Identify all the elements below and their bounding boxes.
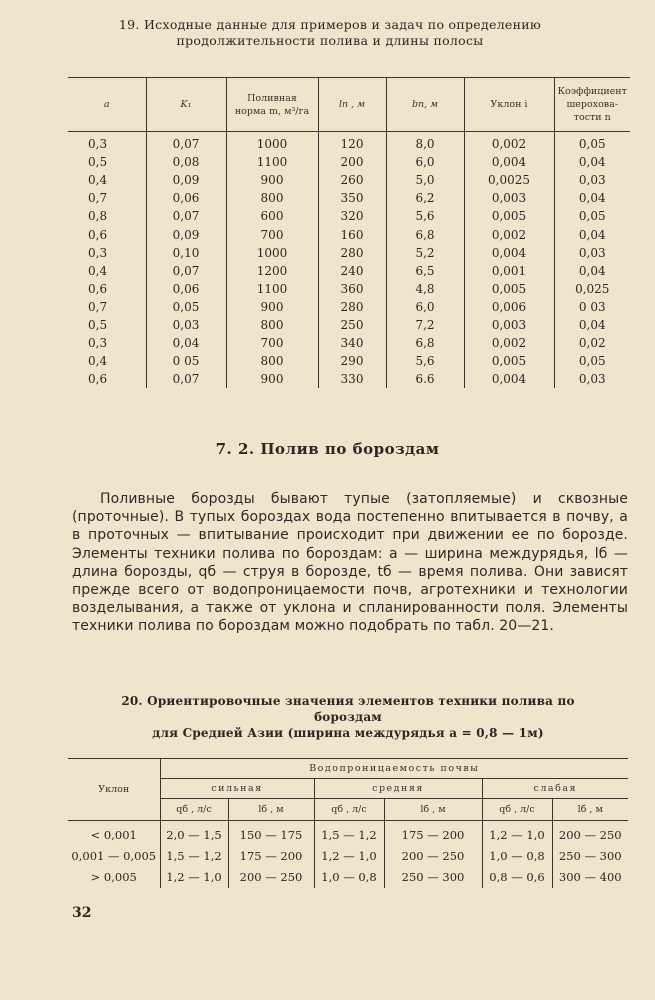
table-cell: 0,006 [464, 298, 554, 316]
table-cell: 0 03 [554, 298, 630, 316]
table19-header-row [68, 78, 630, 132]
table-cell: 0,3 [88, 137, 108, 152]
table-cell: 1,5 — 1,2 [160, 846, 228, 867]
table-cell: 5,6 [386, 207, 464, 225]
table-cell: 0,005 [464, 280, 554, 298]
table-cell: 0,03 [554, 244, 630, 262]
table-cell: 200 — 250 [228, 867, 314, 888]
table-cell: 175 — 200 [228, 846, 314, 867]
table-cell: 250 [318, 316, 386, 334]
table-cell: 0,07 [146, 262, 226, 280]
table-cell: 0,06 [146, 280, 226, 298]
table-row [68, 262, 630, 280]
table19-body [68, 132, 630, 389]
table-cell: 350 [318, 189, 386, 207]
table-cell: 1000 [226, 132, 318, 154]
table-cell: 120 [318, 132, 386, 154]
table-cell: 0,05 [554, 352, 630, 370]
table-cell: 2,0 — 1,5 [160, 821, 228, 847]
q-header: qб , л/с [482, 799, 552, 821]
table-cell: 1,2 — 1,0 [160, 867, 228, 888]
table19-caption [70, 17, 590, 49]
table-cell: 0,7 [88, 191, 108, 206]
table-cell: 0,004 [464, 244, 554, 262]
table-cell: 0,10 [146, 244, 226, 262]
table-cell: 1,5 — 1,2 [314, 821, 384, 847]
table-cell: 0,05 [554, 132, 630, 154]
header-ln: lп , м [318, 78, 386, 132]
table-cell: 0,09 [146, 171, 226, 189]
l-header: lб , м [552, 799, 628, 821]
table19-caption-line1: 19. Исходные данные для примеров и задач по определению [118, 17, 542, 32]
group-medium: средняя [314, 779, 482, 799]
header-bn: bп, м [386, 78, 464, 132]
table-cell: 340 [318, 334, 386, 352]
table-cell: 0,02 [554, 334, 630, 352]
table-cell: 0,005 [464, 207, 554, 225]
table-cell: 8,0 [386, 132, 464, 154]
table-cell: 200 — 250 [384, 846, 482, 867]
table-cell: 6.6 [386, 370, 464, 388]
table-cell: 0,004 [464, 153, 554, 171]
table-cell: 1,0 — 0,8 [314, 867, 384, 888]
table-cell: 0,001 [464, 262, 554, 280]
table-cell: 0,4 [88, 354, 108, 369]
table-cell: 7,2 [386, 316, 464, 334]
table-cell: 0,002 [464, 132, 554, 154]
table-cell: 5,2 [386, 244, 464, 262]
table-cell: 0,05 [554, 207, 630, 225]
table-row [68, 821, 628, 847]
table-cell: 0,03 [554, 370, 630, 388]
table-cell: 0,4 [88, 173, 108, 188]
group-strong: сильная [160, 779, 314, 799]
table-cell: 900 [226, 171, 318, 189]
table-cell: 0,002 [464, 225, 554, 243]
l-header: lб , м [384, 799, 482, 821]
table-row [68, 334, 630, 352]
table-cell: 6,0 [386, 298, 464, 316]
table-cell: 160 [318, 225, 386, 243]
table-cell: 1100 [226, 280, 318, 298]
table-cell: 800 [226, 352, 318, 370]
group-weak: слабая [482, 779, 628, 799]
table-cell: 0,05 [146, 298, 226, 316]
table-cell: 0,7 [88, 299, 108, 314]
page-number: 32 [72, 905, 92, 921]
table-cell: 0,04 [554, 153, 630, 171]
table-cell: 0,5 [88, 155, 108, 170]
table-cell: 1100 [226, 153, 318, 171]
table-cell: 0,6 [88, 227, 108, 242]
table-row [68, 280, 630, 298]
table19-caption-line2: продолжительности полива и длины полосы [176, 33, 484, 48]
table-cell: 0,03 [146, 316, 226, 334]
table-cell: 0,04 [554, 316, 630, 334]
table-row [68, 867, 628, 888]
table20-caption [88, 693, 608, 741]
section-paragraph: Поливные борозды бывают тупые (затопляемые) и сквозные (проточные). В тупых бороздах вода постепенно впитывается в почву, а в проточных — впитывание происходит при движении ее по борозде. Элементы техники полива по бороздам: a — ширина междурядья, lб — длина борозды, qб — струя в борозде, tб — время полива. Они зависят прежде всего от водопроницаемости почв, агротехники и технологии возделывания, а также от уклона и спланированности поля. Элементы техники полива по бороздам можно подобрать по табл. 20—21. [72, 491, 628, 635]
table-cell: < 0,001 [90, 828, 137, 842]
table-cell: 250 — 300 [552, 846, 628, 867]
table-cell: 6,0 [386, 153, 464, 171]
table-cell: 900 [226, 298, 318, 316]
table-cell: 0,4 [88, 263, 108, 278]
table-cell: 800 [226, 316, 318, 334]
table-cell: 0,6 [88, 372, 108, 387]
table-row [68, 132, 630, 154]
table-cell: 0,003 [464, 189, 554, 207]
q-header: qб , л/с [314, 799, 384, 821]
table20 [68, 758, 628, 888]
table-row [68, 846, 628, 867]
table-cell: 6,8 [386, 334, 464, 352]
table-cell: 300 — 400 [552, 867, 628, 888]
table-cell: 0,07 [146, 132, 226, 154]
table-cell: 175 — 200 [384, 821, 482, 847]
table-cell: 360 [318, 280, 386, 298]
table-cell: 0,08 [146, 153, 226, 171]
table-row [68, 352, 630, 370]
header-slope: Уклон [68, 759, 160, 821]
header-slope: Уклон i [464, 78, 554, 132]
table-cell: 0,5 [88, 317, 108, 332]
table-cell: 330 [318, 370, 386, 388]
table-cell: 1000 [226, 244, 318, 262]
table-cell: 1200 [226, 262, 318, 280]
table-cell: 200 — 250 [552, 821, 628, 847]
table-cell: 0,8 — 0,6 [482, 867, 552, 888]
table-row [68, 244, 630, 262]
table-cell: 800 [226, 189, 318, 207]
table-cell: 5,0 [386, 171, 464, 189]
table-row [68, 171, 630, 189]
table-cell: 240 [318, 262, 386, 280]
table-cell: 0,04 [554, 262, 630, 280]
table-cell: 0,025 [554, 280, 630, 298]
table-cell: 250 — 300 [384, 867, 482, 888]
header-coef: Коэффициент шерохова- тости n [554, 78, 630, 132]
table-cell: 0,06 [146, 189, 226, 207]
table-cell: 0,04 [554, 189, 630, 207]
table-cell: 0,07 [146, 207, 226, 225]
table-cell: 6,5 [386, 262, 464, 280]
table-row [68, 207, 630, 225]
table-cell: 0 05 [146, 352, 226, 370]
table-cell: 6,2 [386, 189, 464, 207]
header-norm: Поливная норма m, м³/га [226, 78, 318, 132]
table-cell: 0,03 [554, 171, 630, 189]
table-cell: 290 [318, 352, 386, 370]
table-row [68, 153, 630, 171]
table-cell: 0,8 [88, 209, 108, 224]
table-row [68, 298, 630, 316]
table-cell: 0,07 [146, 370, 226, 388]
table-cell: 0,002 [464, 334, 554, 352]
table-cell: 0,04 [554, 225, 630, 243]
table19 [68, 77, 630, 388]
q-header: qб , л/с [160, 799, 228, 821]
table20-caption-line1: 20. Ориентировочные значения элементов техники полива по бороздам [121, 694, 575, 724]
table-cell: 280 [318, 244, 386, 262]
table-cell: 0,04 [146, 334, 226, 352]
table-cell: 0,6 [88, 281, 108, 296]
table-cell: 600 [226, 207, 318, 225]
header-k1: K₁ [146, 78, 226, 132]
table-cell: 700 [226, 225, 318, 243]
table-cell: 0,005 [464, 352, 554, 370]
table-cell: 0,001 — 0,005 [71, 849, 157, 863]
table20-body [68, 821, 628, 889]
table-cell: 0,09 [146, 225, 226, 243]
section-title: 7. 2. Полив по бороздам [215, 440, 440, 458]
table-cell: 260 [318, 171, 386, 189]
table-cell: 280 [318, 298, 386, 316]
table-cell: 200 [318, 153, 386, 171]
table-cell: 5,6 [386, 352, 464, 370]
l-header: lб , м [228, 799, 314, 821]
table-cell: 700 [226, 334, 318, 352]
header-a: a [68, 78, 146, 132]
table-cell: 6,8 [386, 225, 464, 243]
table-cell: > 0,005 [90, 870, 137, 884]
table-row [68, 225, 630, 243]
table-row [68, 370, 630, 388]
table-cell: 1,2 — 1,0 [482, 821, 552, 847]
table-cell: 320 [318, 207, 386, 225]
table-row [68, 189, 630, 207]
header-permeability: Водопроницаемость почвы [160, 759, 628, 779]
table-cell: 0,004 [464, 370, 554, 388]
table-cell: 900 [226, 370, 318, 388]
table-cell: 0,3 [88, 336, 108, 351]
table-cell: 0,0025 [464, 171, 554, 189]
table-row [68, 316, 630, 334]
table20-caption-line2: для Средней Азии (ширина междурядья a = 0,8 — 1м) [152, 726, 544, 740]
table-cell: 0,003 [464, 316, 554, 334]
table-cell: 150 — 175 [228, 821, 314, 847]
table-cell: 1,0 — 0,8 [482, 846, 552, 867]
table-cell: 4,8 [386, 280, 464, 298]
table-cell: 0,3 [88, 245, 108, 260]
table-cell: 1,2 — 1,0 [314, 846, 384, 867]
